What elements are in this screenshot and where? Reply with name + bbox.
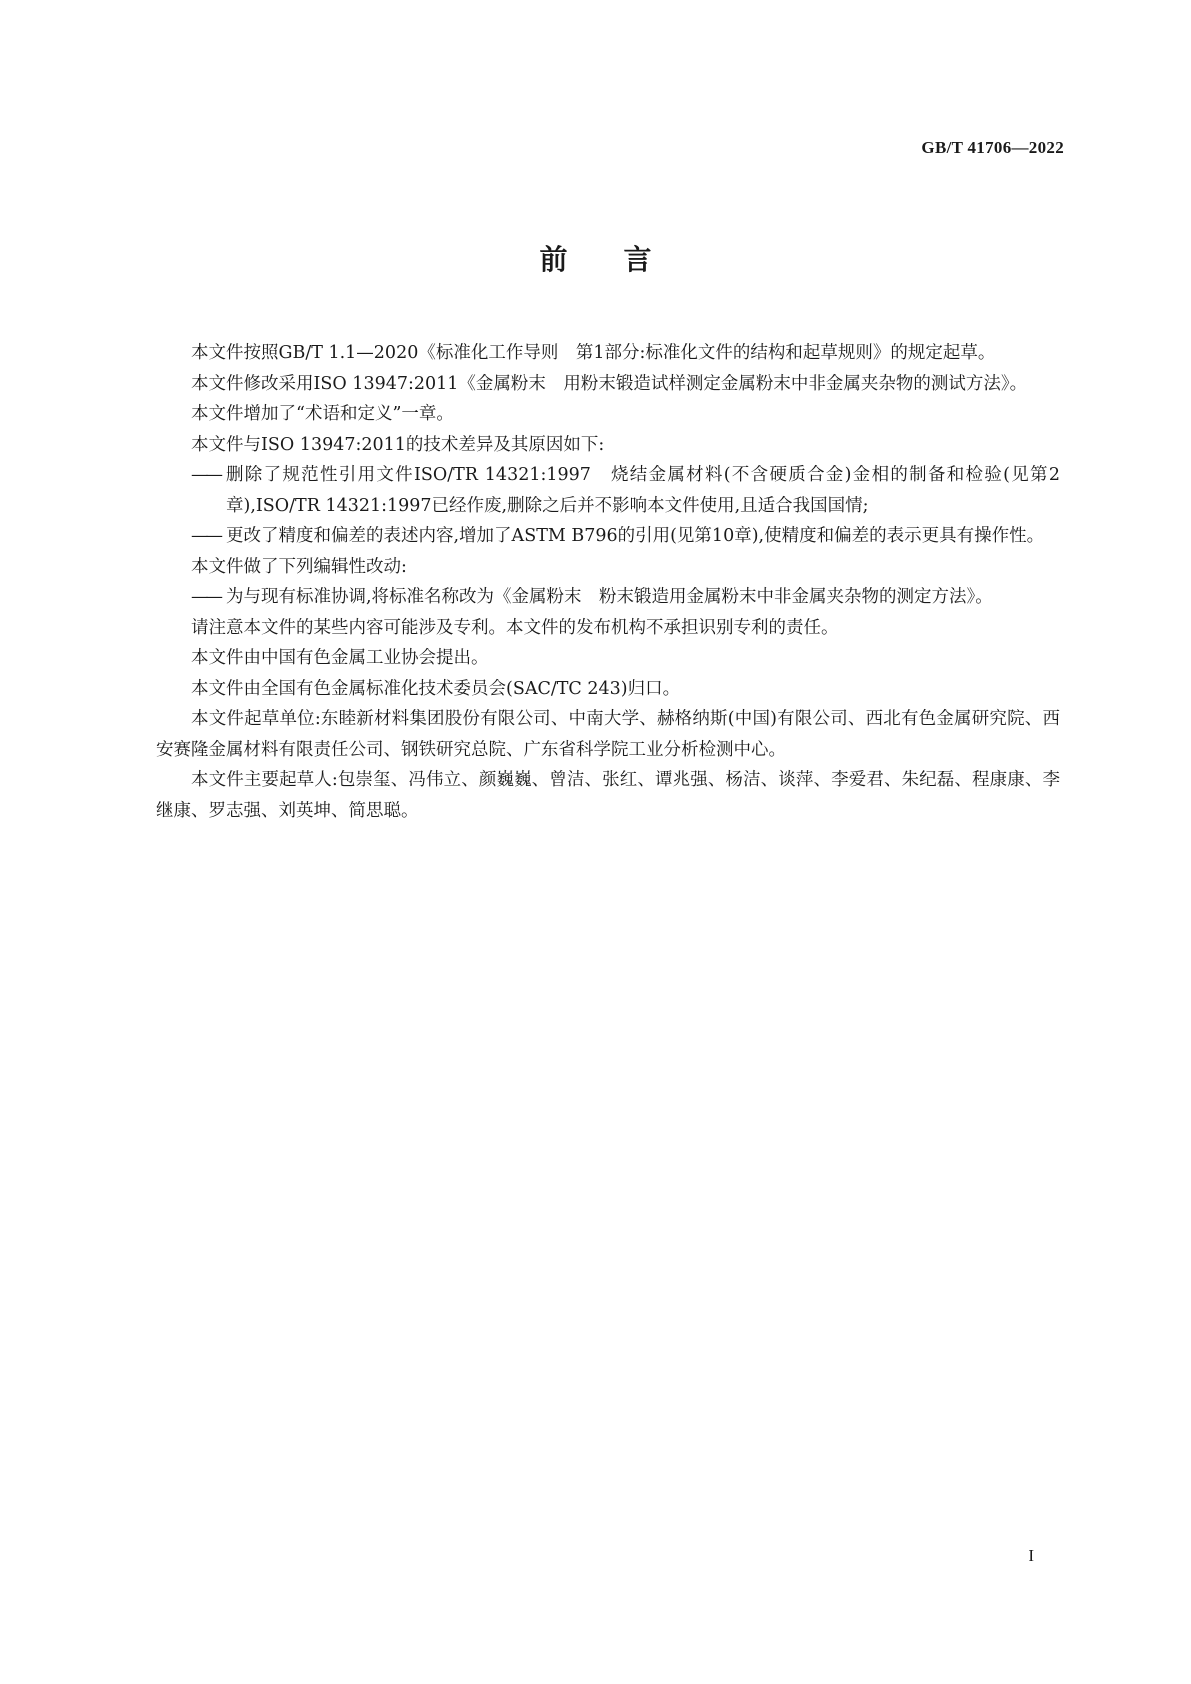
list-item-text: 删除了规范性引用文件ISO/TR 14321:1997 烧结金属材料(不含硬质合金)金相的制备和检验(见第2章),ISO/TR 14321:1997已经作废,删除之后并不影响本文件使用,且适合我国国情; (226, 465, 1060, 516)
foreword-body (156, 338, 1060, 826)
paragraph-committee: 本文件由全国有色金属标准化技术委员会(SAC/TC 243)归口。 (191, 678, 681, 699)
paragraph-editorial-changes: 本文件做了下列编辑性改动: (191, 556, 407, 577)
paragraph-adoption: 本文件修改采用ISO 13947:2011《金属粉末 用粉末锻造试样测定金属粉末中非金属夹杂物的测试方法》。 (191, 373, 1028, 394)
page-number: I (1028, 1546, 1034, 1565)
paragraph-patent-notice: 请注意本文件的某些内容可能涉及专利。本文件的发布机构不承担识别专利的责任。 (191, 617, 839, 638)
list-item-text: 更改了精度和偏差的表述内容,增加了ASTM B796的引用(见第10章),使精度和偏差的表示更具有操作性。 (226, 526, 1045, 546)
list-item (156, 460, 1060, 521)
dash-mark: —— (191, 465, 220, 485)
dash-mark: —— (191, 587, 220, 607)
paragraph-proposer: 本文件由中国有色金属工业协会提出。 (191, 648, 489, 668)
page-title: 前言 (539, 243, 708, 276)
list-item (156, 521, 1060, 552)
paragraph-drafting-basis: 本文件按照GB/T 1.1—2020《标准化工作导则 第1部分:标准化文件的结构和起草规则》的规定起草。 (191, 343, 996, 363)
paragraph-drafting-units: 本文件起草单位:东睦新材料集团股份有限公司、中南大学、赫格纳斯(中国)有限公司、西北有色金属研究院、西安赛隆金属材料有限责任公司、钢铁研究总院、广东省科学院工业分析检测中心。 (156, 709, 1060, 760)
paragraph-added-chapter: 本文件增加了“术语和定义”一章。 (191, 404, 454, 424)
list-item (156, 582, 1060, 613)
document-code: GB/T 41706—2022 (921, 138, 1064, 157)
list-item-text: 为与现有标准协调,将标准名称改为《金属粉末 粉末锻造用金属粉末中非金属夹杂物的测定方法》。 (226, 587, 993, 607)
dash-mark: —— (191, 526, 220, 546)
paragraph-technical-differences: 本文件与ISO 13947:2011的技术差异及其原因如下: (191, 434, 605, 455)
paragraph-drafters: 本文件主要起草人:包崇玺、冯伟立、颜巍巍、曾洁、张红、谭兆强、杨洁、谈萍、李爱君、朱纪磊、程康康、李继康、罗志强、刘英坤、简思聪。 (156, 770, 1060, 821)
